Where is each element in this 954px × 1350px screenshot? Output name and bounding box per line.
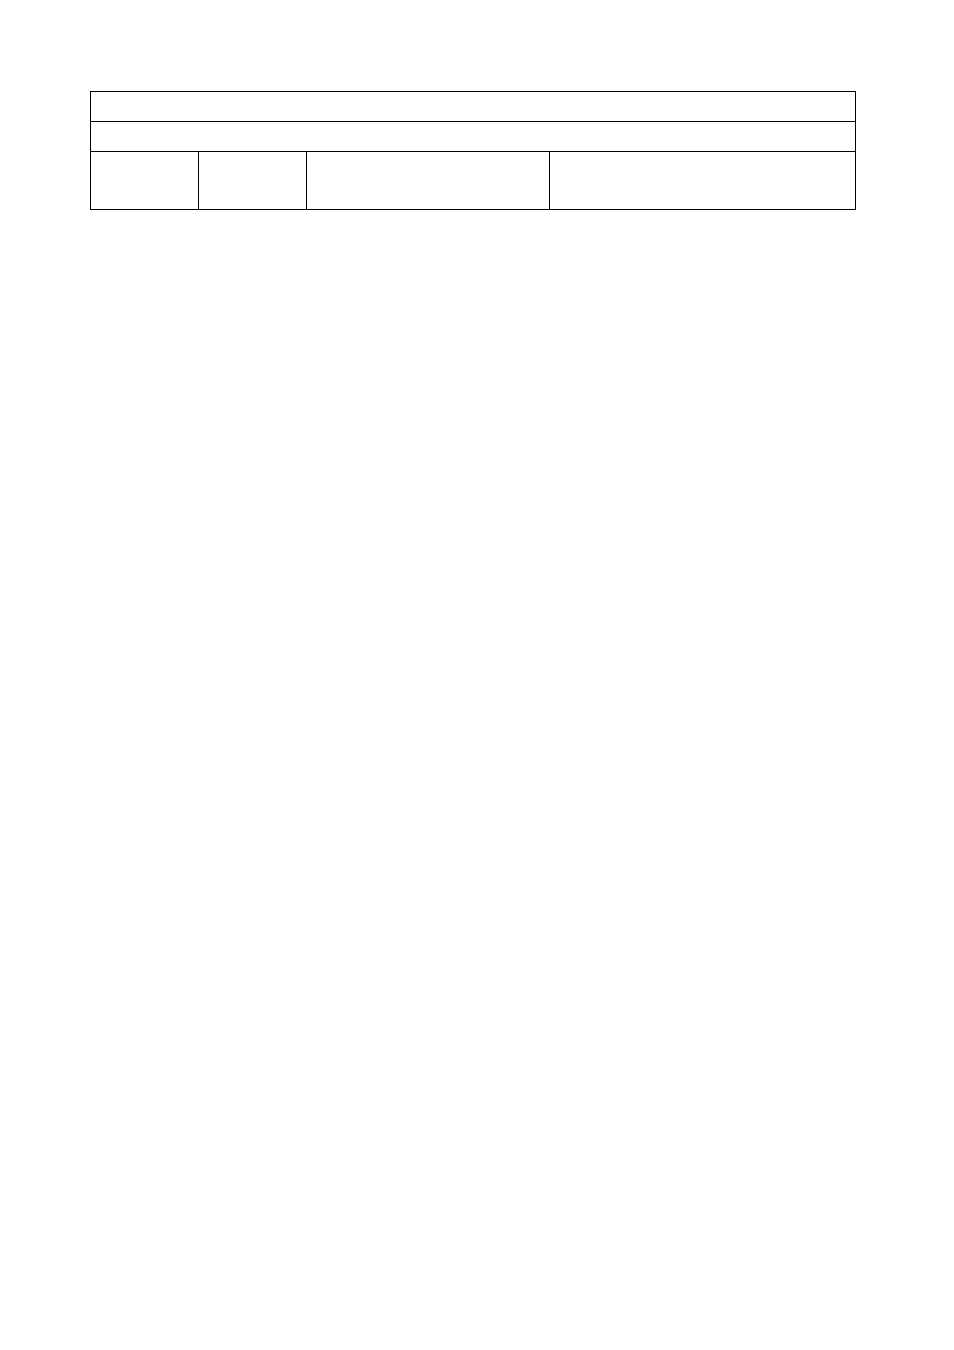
blank-row — [91, 122, 856, 152]
blank-cell — [91, 92, 856, 122]
blank-cell — [91, 152, 199, 210]
prompt-table — [90, 91, 856, 210]
blank-cell — [91, 122, 856, 152]
blank-row — [91, 92, 856, 122]
blank-row — [91, 152, 856, 210]
blank-cell — [199, 152, 307, 210]
blank-cell — [307, 152, 549, 210]
blank-cell — [549, 152, 855, 210]
separator-rows — [91, 92, 856, 210]
